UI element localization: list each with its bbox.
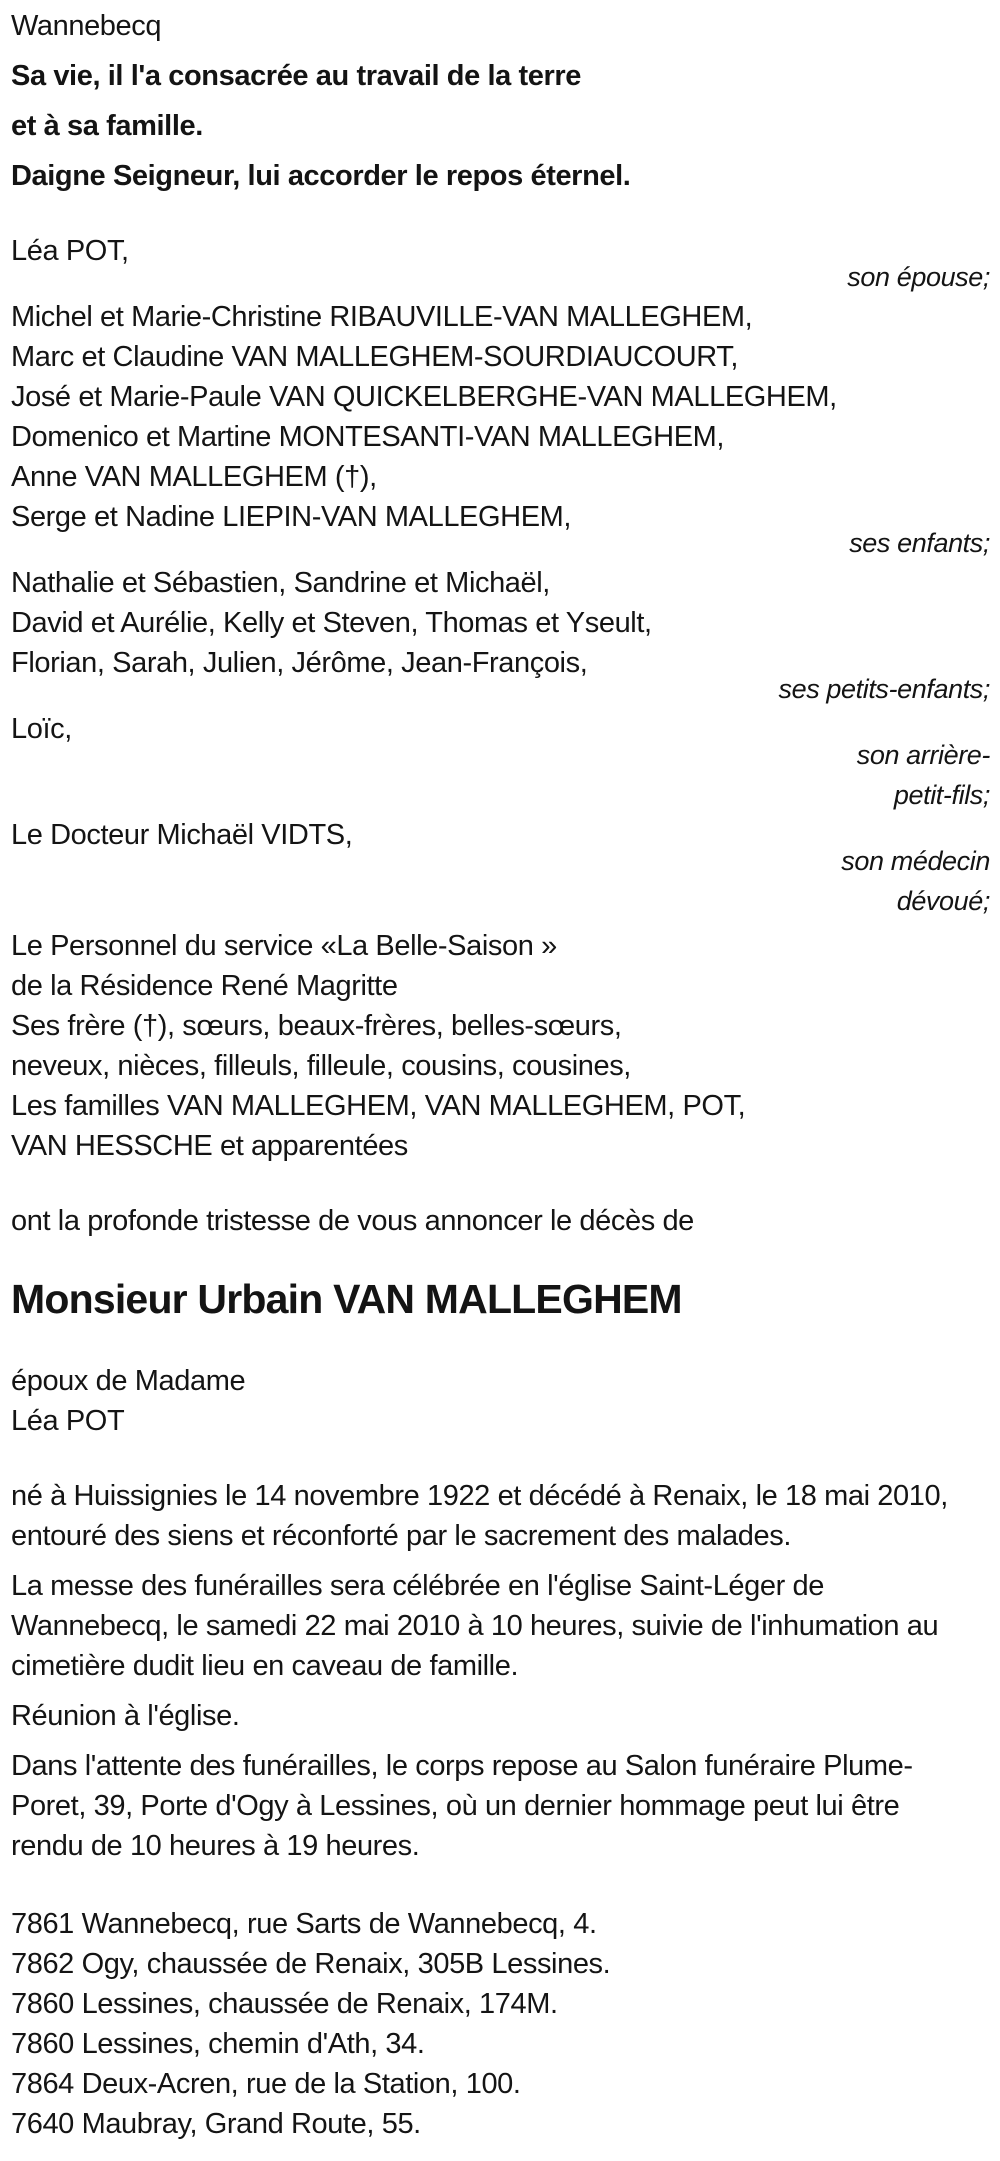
line-role-label: petit-fils; (893, 780, 990, 810)
line-deceased-name: Monsieur Urbain VAN MALLEGHEM (11, 1276, 682, 1322)
line-relative: Léa POT, (11, 235, 129, 267)
line-epitaph: Daigne Seigneur, lui accorder le repos éternel. (11, 160, 631, 192)
line-relative: Le Personnel du service «La Belle-Saison » (11, 930, 557, 962)
line-birth-death: entouré des siens et réconforté par le sacrement des malades. (11, 1520, 791, 1552)
line-relative: Le Docteur Michaël VIDTS, (11, 819, 353, 851)
line-relative: Florian, Sarah, Julien, Jérôme, Jean-François, (11, 647, 588, 679)
line-birth-death: né à Huissignies le 14 novembre 1922 et décédé à Renaix, le 18 mai 2010, (11, 1480, 948, 1512)
line-repose: Dans l'attente des funérailles, le corps repose au Salon funéraire Plume- (11, 1750, 913, 1782)
line-address: 7864 Deux-Acren, rue de la Station, 100. (11, 2068, 521, 2100)
line-epitaph: et à sa famille. (11, 110, 203, 142)
line-role-label: ses enfants; (849, 528, 990, 558)
line-funeral-mass: La messe des funérailles sera célébrée en l'église Saint-Léger de (11, 1570, 824, 1602)
line-address: 7862 Ogy, chaussée de Renaix, 305B Lessines. (11, 1948, 611, 1980)
line-role-label: dévoué; (896, 886, 990, 916)
line-relative: neveux, nièces, filleuls, filleule, cousins, cousines, (11, 1050, 631, 1082)
line-relative: VAN HESSCHE et apparentées (11, 1130, 408, 1162)
line-relative: de la Résidence René Magritte (11, 970, 398, 1002)
line-role-label: ses petits-enfants; (778, 674, 990, 704)
line-place: Wannebecq (11, 10, 162, 42)
line-address: 7860 Lessines, chaussée de Renaix, 174M. (11, 1988, 558, 2020)
line-role-label: son médecin (841, 846, 990, 876)
line-epitaph: Sa vie, il l'a consacrée au travail de la terre (11, 60, 582, 92)
line-relative: Anne VAN MALLEGHEM (†), (11, 461, 377, 493)
line-relative: Michel et Marie-Christine RIBAUVILLE-VAN MALLEGHEM, (11, 301, 753, 333)
death-notice-document (11, 6, 990, 2144)
line-address: 7861 Wannebecq, rue Sarts de Wannebecq, 4. (11, 1908, 597, 1940)
line-spouse: Léa POT (11, 1405, 125, 1437)
line-relative: Nathalie et Sébastien, Sandrine et Michaël, (11, 567, 550, 599)
line-role-label: son épouse; (847, 262, 990, 292)
line-address: 7640 Maubray, Grand Route, 55. (11, 2108, 421, 2140)
line-relative: David et Aurélie, Kelly et Steven, Thomas et Yseult, (11, 607, 652, 639)
line-relative: Les familles VAN MALLEGHEM, VAN MALLEGHEM, POT, (11, 1090, 746, 1122)
line-repose: rendu de 10 heures à 19 heures. (11, 1830, 420, 1862)
line-relative: Serge et Nadine LIEPIN-VAN MALLEGHEM, (11, 501, 572, 533)
line-role-label: son arrière- (856, 740, 990, 770)
line-relative: Loïc, (11, 713, 72, 745)
line-funeral-mass: cimetière dudit lieu en caveau de famille. (11, 1650, 519, 1682)
line-spouse: époux de Madame (11, 1365, 246, 1397)
line-relative: Marc et Claudine VAN MALLEGHEM-SOURDIAUCOURT, (11, 341, 739, 373)
line-reunion: Réunion à l'église. (11, 1700, 240, 1732)
line-announcement: ont la profonde tristesse de vous annoncer le décès de (11, 1205, 694, 1237)
line-relative: José et Marie-Paule VAN QUICKELBERGHE-VAN MALLEGHEM, (11, 381, 837, 413)
line-relative: Domenico et Martine MONTESANTI-VAN MALLEGHEM, (11, 421, 725, 453)
line-address: 7860 Lessines, chemin d'Ath, 34. (11, 2028, 425, 2060)
line-relative: Ses frère (†), sœurs, beaux-frères, belles-sœurs, (11, 1010, 622, 1042)
line-repose: Poret, 39, Porte d'Ogy à Lessines, où un dernier hommage peut lui être (11, 1790, 900, 1822)
line-funeral-mass: Wannebecq, le samedi 22 mai 2010 à 10 heures, suivie de l'inhumation au (11, 1610, 939, 1642)
